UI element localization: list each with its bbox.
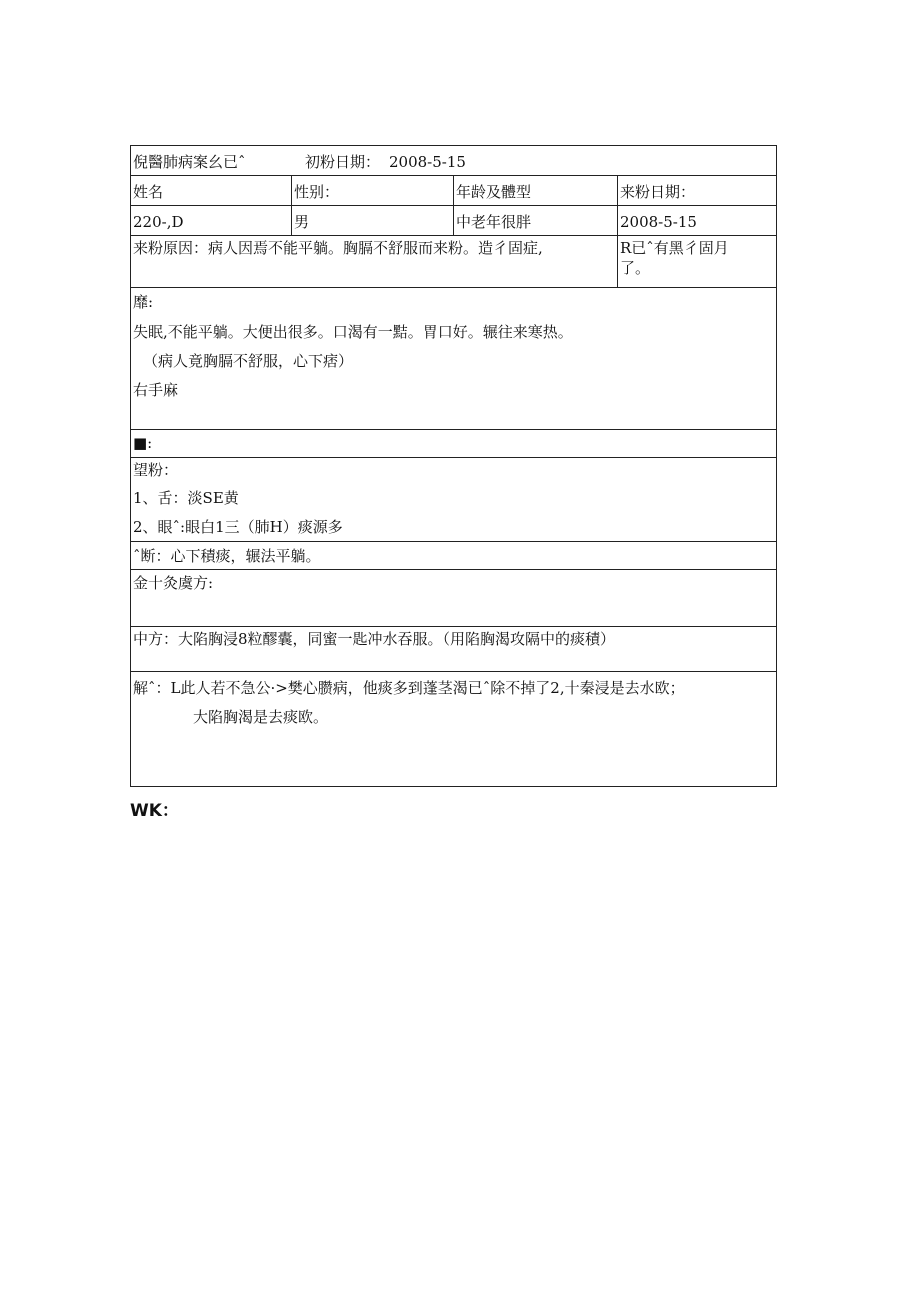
row-divider (131, 287, 776, 288)
inspection-label: 望粉： (133, 461, 179, 479)
symptoms-line: （病人竟胸膈不舒服，心下痞） (143, 352, 354, 370)
symptoms-line: 失眠,不能平躺。大便出很多。口渴有一黠。胃口好。辗往来寒热。 (133, 323, 573, 341)
value-gender: 男 (294, 213, 310, 231)
visit-reason-note-2: 了。 (620, 259, 651, 277)
record-title: 倪醫肺病案幺已ˆ (133, 153, 246, 171)
explanation-line: 大陷胸渴是去痰欧。 (193, 708, 329, 726)
row-divider (131, 457, 776, 458)
column-divider (291, 175, 292, 235)
value-age-build: 中老年很胖 (456, 213, 532, 231)
inspection-tongue: 1、舌：淡SE黄 (133, 489, 239, 507)
row-divider (131, 429, 776, 430)
row-divider (131, 626, 776, 627)
header-name: 姓名 (133, 183, 164, 201)
header-age-build: 年龄及體型 (456, 183, 532, 201)
symptoms-label: 靡: (133, 293, 154, 311)
header-visit-date: 来粉日期： (620, 183, 696, 201)
value-visit-date: 2008-5-15 (620, 213, 697, 231)
formula-label: 金十灸虞方: (133, 574, 214, 592)
inspection-eyes: 2、眼ˆ:眼白1三（肺H）痰源多 (133, 518, 343, 536)
medical-record-table (130, 145, 777, 787)
row-divider (131, 235, 776, 236)
header-gender: 性别： (294, 183, 340, 201)
row-divider (131, 569, 776, 570)
pulse-label: ■: (133, 434, 153, 452)
column-divider (453, 175, 454, 235)
explanation-line: 解ˆ：L此人若不急公·>樊心臜病，他痰多到蓬茎渴已ˆ除不掉了2,十秦浸是去水欧； (133, 679, 685, 697)
symptoms-line: 右手麻 (133, 381, 179, 399)
value-name: 220-,D (133, 213, 184, 231)
first-visit-label: 初粉日期： (305, 153, 381, 171)
row-divider (131, 541, 776, 542)
diagnosis: ˆ断：心下積痰，辗法平躺。 (133, 547, 321, 565)
column-divider (617, 175, 618, 287)
first-visit-date: 2008-5-15 (389, 153, 466, 171)
footer-label: WK： (130, 801, 179, 821)
visit-reason: 来粉原因：病人因焉不能平躺。胸膈不舒服而来粉。造彳固症, (133, 239, 543, 257)
row-divider (131, 671, 776, 672)
visit-reason-note-1: R已ˆ有黑彳固月 (620, 239, 729, 257)
medicine-prescription: 中方：大陷胸浸8粒醪囊，同蜜一匙冲水吞服。（用陷胸渴攻隔中的痰積） (133, 630, 616, 648)
